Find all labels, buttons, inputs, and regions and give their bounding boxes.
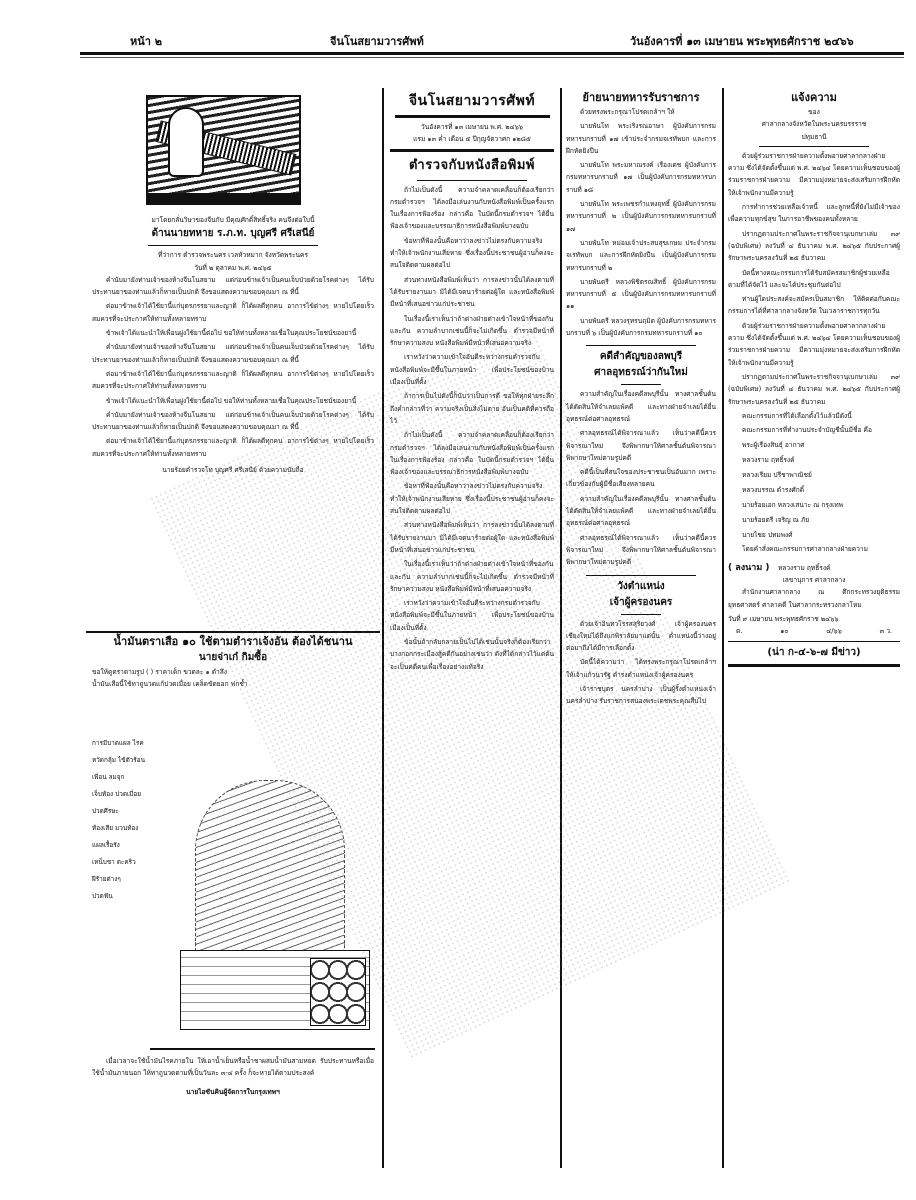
footer-paragraph: เมื่อเวลาจะใช้น้ำมันไรคภายใน ให้เอาน้ำเย็นหรือน้ำชาผสมน้ำมันสามหยด รับประทานหรือเมื่อใช้น้ำมันภายนอก ให้ทาถูนวดตามที่เป็นวันละ ๓-๔ ครั้ง ก็จะหายได้ตามประสงค์ [92, 1057, 374, 1078]
ground-shading [148, 193, 299, 203]
ailment-item: เหน็บชา ตะคริว [92, 858, 136, 866]
transfer-paragraph: นายพันโท หม่อมเจ้าประสบสุขเกษม ประจำกรมจเรทัพบก และการฝึกหัดยิงปืน เป็นผู้บังคับการกรมทหารบกราบที่ ๒ [566, 238, 716, 272]
notice-province: ปทุมธานี [801, 132, 827, 141]
ailment-item: หวัดกลุ้ม ไข้ตัวร้อน [92, 756, 145, 764]
lopburi-case-headline: คดีสำคัญของลพบุรี [599, 351, 683, 363]
ad-paragraph: คำนับมายังท่านเจ้าของห้างจีนโนสยาม แต่ก่อนข้าพเจ้าเป็นคนเจ็บป่วยด้วยโรคต่างๆ ได้รับประทานยาของท่านแล้วก็หายเป็นปกติ จึงขอแสดงความขอบคุณมา ณ ที่นี้ [92, 410, 374, 432]
signer-title: เลขานุการ ศาลากลาง [782, 576, 846, 585]
ref-d: ๓ ว. [879, 627, 892, 636]
notice-paragraph: ปรากฏตามประกาศในพระราชกิจจานุเบกษาเล่ม ๓๙ (ฉบับพิเศษ) ลงวันที่ ๔ ธันวาคม พ.ศ. ๒๔๖๕ กับประกาศผู้รักษาพระนครลงวันที่ ๒๕ ธันวาคม [728, 372, 900, 406]
chinese-seal-characters [310, 958, 366, 1026]
appointment-paragraph: เจ้าราชบุตร นครลำปาง เป็นผู้รั้งตำแหน่งเจ้านครลำปาง รับราชการสนองพระเดชพระคุณสืบไป [566, 684, 716, 706]
notice-paragraph: บัดนี้ทางคณะกรรมการได้รับสมัครสมาชิกผู้ช่วยเหลือตามที่ได้จัดไว้ และจะได้ประชุมกันต่อไป [728, 268, 890, 289]
committee-member: นายร้อยตรี เจริญ ณ ภัย [742, 516, 810, 525]
ailment-item: ปวดฟัน [92, 892, 113, 900]
transfer-paragraph: นายพันตรี หลวงพิชิตรณสิทธิ์ ผู้บังคับการกรมทหารบกราบที่ ๕ เป็นผู้บังคับการกรมทหารบกราบที่ ๑๑ [566, 277, 716, 311]
lopburi-paragraph: คดีนี้เป็นที่สนใจของประชาชนเป็นอันมาก เพราะเกี่ยวข้องกับผู้มีชื่อเสียงหลายคน [566, 468, 716, 489]
editorial-paragraph: เราหวังว่าความเข้าใจอันดีระหว่างกรมตำรวจกับหนังสือพิมพ์จะมีขึ้นในภายหน้า เพื่อประโยชน์ของบ้านเมืองเป็นที่ตั้ง [390, 599, 554, 632]
editorial-paragraph: ข้อหาที่ฟ้องนั้นคือหาว่าลงข่าวไม่ตรงกับความจริง ทำให้เจ้าพนักงานเสียหาย ซึ่งเรื่องนี้ประชาชนผู้อ่านก็คงจะสนใจติดตามผลต่อไป [390, 482, 554, 516]
column-divider-3 [722, 88, 724, 1168]
ailment-item: ปวดศีรษะ [92, 807, 119, 815]
editorial-paragraph: ถ้าไม่เป็นดังนี้ ความจำคลาดเคลื่อนก็ต้องเรียกว่า กรมตำรวจฯ ได้ลงมือเล่นงานกับหนังสือพิมพ์เป็นครั้งแรกในเรื่องการฟ้องร้อง กล่าวคือ ในบัดนี้กรมตำรวจฯ ได้ยื่นฟ้องเจ้าของและบรรณาธิการหนังสือพิมพ์บางฉบับ [390, 185, 554, 231]
transfer-headline: ย้ายนายทหารรับราชการ [582, 91, 700, 104]
ad-date: วันที่ ๒ ตุลาคม พ.ศ. ๒๔๖๕ [194, 263, 272, 272]
signer-name: หลวงราม ฤทธิ์รงค์ [777, 563, 831, 572]
transfer-paragraph: นายพันโท พระเพชรกำแหงฤทธิ์ ผู้บังคับการกรมทหารบกราบที่ ๒ เป็นผู้บังคับการกรมทหารบกราบที่ ๑๗ [566, 200, 716, 233]
committee-list [728, 438, 900, 543]
masthead [80, 28, 902, 52]
column-divider-2 [560, 88, 562, 1168]
notice-paragraph: ด้วยผู้ร่วมราชการฝ่ายความตั้งพอายศาลากลางฝ่ายความ ซึ่งได้จัดตั้งขึ้นแต่ พ.ศ. ๒๔๖๔ โดยความเห็นชอบของผู้ร่วมราชการฝ่ายความ มีความมุ่งหมายจะส่งเสริมการฝึกหัดให้เจ้าพนักงานมีความรู้ [728, 321, 900, 367]
notice-paragraph: ด้วยผู้ร่วมราชการฝ่ายความตั้งพอายศาลากลางฝ่ายความ ซึ่งได้จัดตั้งขึ้นแต่ พ.ศ. ๒๔๖๔ โดยความเห็นชอบของผู้ร่วมราชการฝ่ายความ มีความมุ่งหมายจะส่งเสริมการฝึกหัดให้เจ้าพนักงานมีความรู้ [728, 151, 900, 197]
ad-paragraph: ข้าพเจ้าได้แนะนำให้เพื่อนฝูงใช้ยานี้ต่อไป ขอให้ท่านทั้งหลายเชื่อในคุณประโยชน์ของยานี้ [106, 329, 357, 338]
masthead-rule [80, 52, 904, 55]
column-divider-1 [382, 88, 384, 1168]
ad-paragraph: ต่อมาข้าพเจ้าได้ใช้ยานี้แก่บุตรภรรยาและญาติ ก็ได้ผลดีทุกคน อาการไข้ต่างๆ หายไปโดยเร็ว สมควรที่จะประกาศให้ท่านทั้งหลายทราบ [92, 369, 374, 391]
tiger-illustration [150, 720, 375, 1050]
appointment-paragraph: ด้วยเจ้าอินทวโรรสสุริยวงศ์ เจ้าผู้ครองนครเชียงใหม่ได้ถึงแก่พิราลัยมาแต่นั้น ตำแหน่งนี้ว่างอยู่ ต่อมาถึงได้มีการเลือกตั้ง [566, 619, 716, 653]
ref-a: ต. [736, 627, 743, 636]
paper-name: จีนโนสยามวารศัพท์ [330, 35, 424, 48]
divider [759, 146, 869, 147]
lopburi-paragraph: ศาลอุทธรณ์ได้พิจารณาแล้ว เห็นว่าคดีนี้ควรพิจารณาใหม่ จึงพิพากษาให้ศาลชั้นต้นพิจารณาพิพากษาใหม่ตามรูปคดี [566, 429, 716, 462]
lopburi-case-subhead: ศาลอุทธรณ์ว่ากันใหม่ [594, 367, 688, 379]
transfer-paragraph: นายพันโท พระมหาณรงค์ เรืองเดช ผู้บังคับการกรมทหารบกราบที่ ๑๗ เป็นผู้บังคับการกรมทหารบกราบที่ ๑๘ [566, 161, 716, 194]
appointment-headline: วังตำแหน่ง [617, 580, 665, 592]
transfer-paragraph: ด้วยทรงพระกรุณาโปรดเกล้าฯ ให้ [580, 108, 675, 116]
editorial-issue-number: แรม ๑๓ ค่ำ เดือน ๕ ปีกุญจัตวาศก ๑๒๘๕ [413, 135, 531, 144]
column-1-footer [92, 1055, 374, 1098]
divider [148, 245, 318, 246]
editorial-masthead-title: จีนโนสยามวารศัพท์ [408, 93, 536, 109]
transfer-paragraph: นายพันโท พระเริงรณอาษา ผู้บังคับการกรมทหารบกราบที่ ๑๗ เข้าประจำกรมจเรทัพบก และการฝึกหัดยิงปืน [566, 122, 716, 155]
committee-member: พระผู้เรืองสินธุ์ อากาศ [742, 441, 805, 450]
editorial-paragraph: ในเรื่องนี้เราเห็นว่าถ้าต่างฝ่ายต่างเข้าใจหน้าที่ของกันและกัน ความลำบากเช่นนี้ก็จะไม่เกิดขึ้น ตำรวจมีหน้าที่รักษาความสงบ หนังสือพิมพ์มีหน้าที่เสนอความจริง [390, 560, 554, 593]
page-number: หน้า ๒ [130, 35, 163, 48]
transfer-paragraph: นายพันตรี หลวงรุทรนฤมิต ผู้บังคับการกรมทหารบกราบที่ ๖ เป็นผู้บังคับการกรมทหารบกราบที่ ๑๐ [566, 316, 716, 338]
continued-note: (น่า ก-๔-๖-๗ มีข่าว) [767, 646, 861, 658]
notice-paragraph: ปรากฏตามประกาศในพระราชกิจจานุเบกษาเล่ม ๓๙ (ฉบับพิเศษ) ลงวันที่ ๔ ธันวาคม พ.ศ. ๒๔๖๕ กับประกาศผู้รักษาพระนครลงวันที่ ๒๕ ธันวาคม [728, 229, 900, 263]
section-divider [86, 631, 380, 633]
ad-caption: มาโดยกลั่นวิษาของจีนกับ มีคุณศักดิ์สิทธิ์จริง คนจึงต่อใบนี้ [151, 216, 315, 224]
divider [586, 575, 696, 576]
ailment-item: เจ็บท้อง ปวดเมื่อย [92, 790, 141, 798]
divider [586, 345, 696, 346]
issued-date: วันที่ ๙ เมษายน พระพุทธศักราช ๒๔๖๖ [728, 614, 839, 623]
divider [395, 115, 550, 118]
reference-line [728, 625, 900, 637]
column-1-ad [92, 214, 374, 476]
notice-paragraph: คณะกรรมการที่ได้เลือกตั้งไว้แล้วมีดังนี้ [742, 411, 852, 420]
ailment-item: ฝีร้ายต่างๆ [92, 875, 121, 883]
notice-paragraph: การทำการช่วยเหลือเจ้าหนี้ และลูกหนี้ที่ยังไม่มีเจ้าของ เพื่อความทุกข์สุข ในการอาชีพของคนทั้งหลาย [728, 203, 900, 224]
column-3-news [566, 90, 716, 710]
ad-paragraph: ต่อมาข้าพเจ้าได้ใช้ยานี้แก่บุตรภรรยาและญาติ ก็ได้ผลดีทุกคน อาการไข้ต่างๆ หายไปโดยเร็ว สมควรที่จะประกาศให้ท่านทั้งหลายทราบ [92, 302, 374, 323]
appointment-paragraph: บัดนี้ได้ความว่า ได้ทรงพระกรุณาโปรดเกล้าฯ ให้เจ้าแก้วนวรัฐ ดำรงตำแหน่งเจ้าผู้ครองนคร [566, 658, 716, 679]
committee-intro: คณะกรรมการที่ทำงานประจำบัญชีนั้นมีชื่อ คือ [742, 426, 872, 435]
tiger-balm-usage-line: น้ำมันเสือนี้ใช้ทาถูนวดแก้ปวดเมื่อย เคล็ดขัดยอก ฟกช้ำ [92, 680, 248, 689]
tiger-balm-headline: น้ำมันตราเสือ ๑๐ ใช้ตามตำราเจ้งอัน ต้องได้ชนาน [113, 635, 353, 648]
editorial-paragraph: ถ้าไม่เป็นดังนี้ ความจำคลาดเคลื่อนก็ต้องเรียกว่า กรมตำรวจฯ ได้ลงมือเล่นงานกับหนังสือพิมพ์เป็นครั้งแรกในเรื่องการฟ้องร้อง กล่าวคือ ในบัดนี้กรมตำรวจฯ ได้ยื่นฟ้องเจ้าของและบรรณาธิการหนังสือพิมพ์บางฉบับ [390, 431, 554, 477]
column-2-editorial [390, 90, 554, 675]
divider [417, 180, 527, 181]
ad-author: ด้านนายทหาย ร.ภ.ท. บุญศรี ศรีเสนีย์ [151, 228, 315, 240]
committee-member: หลวงราม ฤทธิ์รงค์ [742, 456, 795, 465]
editorial-paragraph: ข้อนั้นถ้ากลับกลายเป็นไปได้เช่นนั้นจริงก็ต้องเรียกว่า บางกอกกระเมืองสู้คดีกันอย่างเช่นว่า ดังที่ได้กล่าวไว้แต่ต้น จะเป็นคดีคนเพื่อเรื่องอย่างแท้จริง [390, 637, 554, 671]
editorial-paragraph: ส่วนทางหนังสือพิมพ์เห็นว่า การลงข่าวนั้นได้ลงตามที่ได้รับรายงานมา มิได้มีเจตนาร้ายต่อผู้ใด และหนังสือพิมพ์มีหน้าที่เสนอข่าวแก่ประชาชน [390, 275, 554, 309]
ref-b: ๑๐ [780, 627, 789, 636]
lopburi-paragraph: ความสำคัญในเรื่องคดีลพบุรีนั้น ทางศาลชั้นต้นได้ตัดสินให้จำเลยแพ้คดี และทางฝ่ายจำเลยได้ยื่นอุทธรณ์ต่อศาลอุทธรณ์ [566, 494, 716, 528]
ad-address: ที่ว่าการ ตำรวจพระนคร เวลหัวหมาก จังหวัดพระนคร [158, 251, 308, 260]
editorial-headline: ตำรวจกับหนังสือพิมพ์ [408, 157, 536, 173]
editorial-paragraph: ถ้าการเป็นไปดังนี้ก็นับว่าเป็นการดี ขอให้ทุกฝ่ายระลึกถึงคำกล่าวที่ว่า ความจริงเป็นสิ่งไม่ตาย อันเป็นคติที่ควรถือไว้ [390, 392, 554, 425]
office-line: สำนักงานศาลากลาง ณ ตึกกระทรวงยุติธรรม ยุทธศาสตร์ ศาลาคดี ในศาลากระทรวงกลาโหม [728, 588, 900, 609]
cannon-woodcut-illustration [146, 95, 301, 205]
divider [728, 664, 900, 667]
editorial-paragraph: ข้อหาที่ฟ้องนั้นคือหาว่าลงข่าวไม่ตรงกับความจริง ทำให้เจ้าพนักงานเสียหาย ซึ่งเรื่องนี้ประชาชนผู้อ่านก็คงจะสนใจติดตามผลต่อไป [390, 236, 554, 270]
ad-paragraph: ต่อมาข้าพเจ้าได้ใช้ยานี้แก่บุตรภรรยาและญาติ ก็ได้ผลดีทุกคน อาการไข้ต่างๆ หายไปโดยเร็ว สมควรที่จะประกาศให้ท่านทั้งหลายทราบ [92, 437, 374, 458]
ref-c: ๔/๖๖ [826, 627, 842, 636]
ailment-item: เพื่อน ลมจุก [92, 773, 125, 781]
issue-date: วันอังคารที่ ๑๓ เมษายน พระพุทธศักราช ๒๔๖๖ [630, 35, 854, 48]
ailment-item: การมีบาดแผล ไรค [92, 739, 144, 747]
signed-label: ( ลงนาม ) [728, 562, 770, 573]
notice-sub-of: ของ [808, 108, 820, 116]
ailment-item: ท้องเสีย มวนท้อง [92, 824, 139, 832]
editorial-paragraph: ในเรื่องนี้เราเห็นว่าถ้าต่างฝ่ายต่างเข้าใจหน้าที่ของกันและกัน ความลำบากเช่นนี้ก็จะไม่เกิดขึ้น ตำรวจมีหน้าที่รักษาความสงบ หนังสือพิมพ์มีหน้าที่เสนอความจริง [390, 314, 554, 348]
committee-member: นายร้อยเอก หลวงเสนาะ ณ กรุงเทพ [742, 501, 844, 510]
ad-paragraph: คำนับมายังท่านเจ้าของห้างจีนโนสยาม แต่ก่อนข้าพเจ้าเป็นคนเจ็บป่วยด้วยโรคต่างๆ ได้รับประทานยาของท่านแล้วก็หายเป็นปกติ จึงขอแสดงความขอบคุณมา ณ ที่นี้ [92, 275, 374, 297]
ailment-list [92, 735, 154, 905]
tiger-balm-price-line: ขอให้ดูตราตามรูป ( ) ราคาเด็ก ขวดละ ๑ ตำลึง [92, 668, 228, 676]
notice-headline: แจ้งความ [791, 91, 837, 104]
signature-block [728, 562, 900, 574]
lopburi-paragraph: ศาลอุทธรณ์ได้พิจารณาแล้ว เห็นว่าคดีนี้ควรพิจารณาใหม่ จึงพิพากษาให้ศาลชั้นต้นพิจารณาพิพากษาใหม่ตามรูปคดี [566, 533, 716, 567]
committee-member: หลวงบรรณ ดำรงศักดิ์ [742, 486, 804, 495]
appointment-subhead: เจ้าผู้ครองนคร [609, 596, 673, 608]
committee-member: นายไชย ปทมพงศ์ [742, 531, 793, 540]
divider [728, 641, 900, 642]
divider [621, 614, 661, 615]
footer-signature: นายไอซันคินผู้จัดการในกรุงเทพฯ [186, 1087, 280, 1096]
soldier-figure [168, 107, 204, 177]
editorial-issue-date: วันอังคารที่ ๑๓ เมษายน พ.ศ. ๒๔๖๖ [421, 123, 523, 131]
column-4-notice [728, 90, 900, 670]
notice-paragraph: ท่านผู้ใดประสงค์จะสมัครเป็นสมาชิก ให้ติดต่อกับคณะกรรมการได้ที่ศาลากลางจังหวัด ในเวลาราชการทุกวัน [728, 295, 900, 316]
editorial-paragraph: เราหวังว่าความเข้าใจอันดีระหว่างกรมตำรวจกับหนังสือพิมพ์จะมีขึ้นในภายหน้า เพื่อประโยชน์ของบ้านเมืองเป็นที่ตั้ง [390, 353, 554, 387]
committee-member: หลวงเรียม ปรีชาพาณิชย์ [742, 471, 812, 480]
ad-paragraph: ข้าพเจ้าได้แนะนำให้เพื่อนฝูงใช้ยานี้ต่อไป ขอให้ท่านทั้งหลายเชื่อในคุณประโยชน์ของยานี้ [106, 396, 357, 405]
ad-paragraph: คำนับมายังท่านเจ้าของห้างจีนโนสยาม แต่ก่อนข้าพเจ้าเป็นคนเจ็บป่วยด้วยโรคต่างๆ ได้รับประทานยาของท่านแล้วก็หายเป็นปกติ จึงขอแสดงความขอบคุณมา ณ ที่นี้ [92, 343, 374, 364]
tiger-balm-subhead: นายจ่าเก๋ กิมซื้อ [198, 652, 268, 663]
masthead-rule-thin [80, 57, 904, 58]
ad-signature: นายร้อยตำรวจโท บุญศรี ศรีเสนีย์ ด้วยความนับถือ [162, 466, 304, 475]
divider [390, 149, 554, 152]
editorial-paragraph: ส่วนทางหนังสือพิมพ์เห็นว่า การลงข่าวนั้นได้ลงตามที่ได้รับรายงานมา มิได้มีเจตนาร้ายต่อผู้ใด และหนังสือพิมพ์มีหน้าที่เสนอข่าวแก่ประชาชน [390, 521, 554, 554]
column-1-tiger-balm-ad [92, 634, 374, 691]
lopburi-paragraph: ความสำคัญในเรื่องคดีลพบุรีนั้น ทางศาลชั้นต้นได้ตัดสินให้จำเลยแพ้คดี และทางฝ่ายจำเลยได้ยื่นอุทธรณ์ต่อศาลอุทธรณ์ [566, 390, 716, 423]
divider [621, 384, 661, 385]
notice-issuer: ศาลากลางจังหวัดในพระนครบรรราช [761, 120, 867, 129]
ailment-item: แผลเรื้อรัง [92, 841, 120, 849]
closing-paragraph: โดยคำสั่งคณะกรรมการศาลากลางฝ่ายความ [742, 545, 868, 554]
